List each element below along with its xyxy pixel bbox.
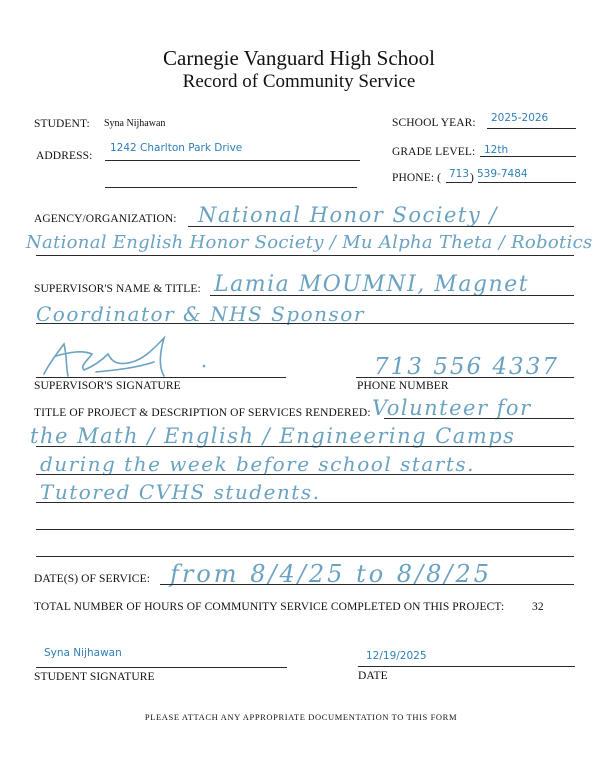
phone-area-line xyxy=(446,182,472,183)
project-handwritten-2[interactable]: the Math / English / Engineering Camps xyxy=(30,424,516,448)
agency-line-2 xyxy=(36,255,574,256)
student-signature-line xyxy=(36,667,287,668)
total-hours-label: TOTAL NUMBER OF HOURS OF COMMUNITY SERVICE COMPLETED ON THIS PROJECT: xyxy=(34,601,505,613)
date-label: DATE xyxy=(358,670,388,682)
phone-number-line xyxy=(478,182,576,183)
project-line-3 xyxy=(36,474,574,475)
address-line-1 xyxy=(105,160,360,161)
agency-handwritten-1[interactable]: National Honor Society / xyxy=(198,203,498,227)
grade-level-label: GRADE LEVEL: xyxy=(392,146,476,158)
supervisor-line-2 xyxy=(36,323,574,324)
total-hours-value[interactable]: 32 xyxy=(532,601,544,613)
school-year-value[interactable]: 2025-2026 xyxy=(491,112,549,124)
student-signature-value[interactable]: Syna Nijhawan xyxy=(44,647,122,659)
form-title: Record of Community Service xyxy=(182,71,416,92)
phone-area-code[interactable]: 713 xyxy=(449,168,470,180)
dates-label: DATE(S) OF SERVICE: xyxy=(34,573,150,585)
phone-close-paren: ) xyxy=(470,172,474,184)
grade-level-value[interactable]: 12th xyxy=(484,144,509,156)
footer-note: PLEASE ATTACH ANY APPROPRIATE DOCUMENTATION TO THIS FORM xyxy=(144,712,458,722)
supervisor-handwritten-1[interactable]: Lamia MOUMNI, Magnet xyxy=(214,272,530,297)
agency-line-1 xyxy=(188,226,574,227)
agency-handwritten-2[interactable]: National English Honor Society / Mu Alpha Theta / Robotics xyxy=(26,232,593,253)
project-line-6 xyxy=(36,556,574,557)
supervisor-phone-line xyxy=(356,377,574,378)
student-signature-label: STUDENT SIGNATURE xyxy=(34,671,155,683)
project-line-4 xyxy=(36,502,574,503)
phone-label: PHONE: ( xyxy=(392,172,442,184)
school-year-label: SCHOOL YEAR: xyxy=(392,117,476,129)
address-label: ADDRESS: xyxy=(36,150,93,162)
student-label: STUDENT: xyxy=(34,118,90,130)
supervisor-signature-drawing xyxy=(36,332,236,382)
supervisor-signature-line xyxy=(36,377,286,378)
project-label: TITLE OF PROJECT & DESCRIPTION OF SERVICES RENDERED: xyxy=(34,407,371,419)
project-line-2 xyxy=(36,446,574,447)
dates-handwritten[interactable]: from 8/4/25 to 8/8/25 xyxy=(170,560,493,588)
supervisor-line-1 xyxy=(210,295,574,296)
supervisor-handwritten-2[interactable]: Coordinator & NHS Sponsor xyxy=(36,302,365,326)
address-value[interactable]: 1242 Charlton Park Drive xyxy=(110,142,243,154)
project-handwritten-3[interactable]: during the week before school starts. xyxy=(40,452,476,476)
school-name: Carnegie Vanguard High School xyxy=(163,46,435,70)
student-name[interactable]: Syna Nijhawan xyxy=(104,118,166,129)
project-line-5 xyxy=(36,529,574,530)
phone-number[interactable]: 539-7484 xyxy=(477,168,528,180)
project-handwritten-1[interactable]: Volunteer for xyxy=(372,396,532,420)
school-year-line xyxy=(487,128,576,129)
supervisor-signature-label: SUPERVISOR'S SIGNATURE xyxy=(34,380,181,392)
dates-line xyxy=(160,584,574,585)
date-line xyxy=(358,666,575,667)
supervisor-phone-handwritten[interactable]: 713 556 4337 xyxy=(374,354,559,380)
agency-label: AGENCY/ORGANIZATION: xyxy=(34,213,177,225)
address-line-2 xyxy=(105,187,357,188)
project-line-1 xyxy=(384,418,574,419)
supervisor-name-label: SUPERVISOR'S NAME & TITLE: xyxy=(34,283,201,295)
project-handwritten-4[interactable]: Tutored CVHS students. xyxy=(40,480,321,504)
grade-level-line xyxy=(480,156,576,157)
date-value[interactable]: 12/19/2025 xyxy=(366,650,427,662)
phone-number-label: PHONE NUMBER xyxy=(357,380,449,392)
